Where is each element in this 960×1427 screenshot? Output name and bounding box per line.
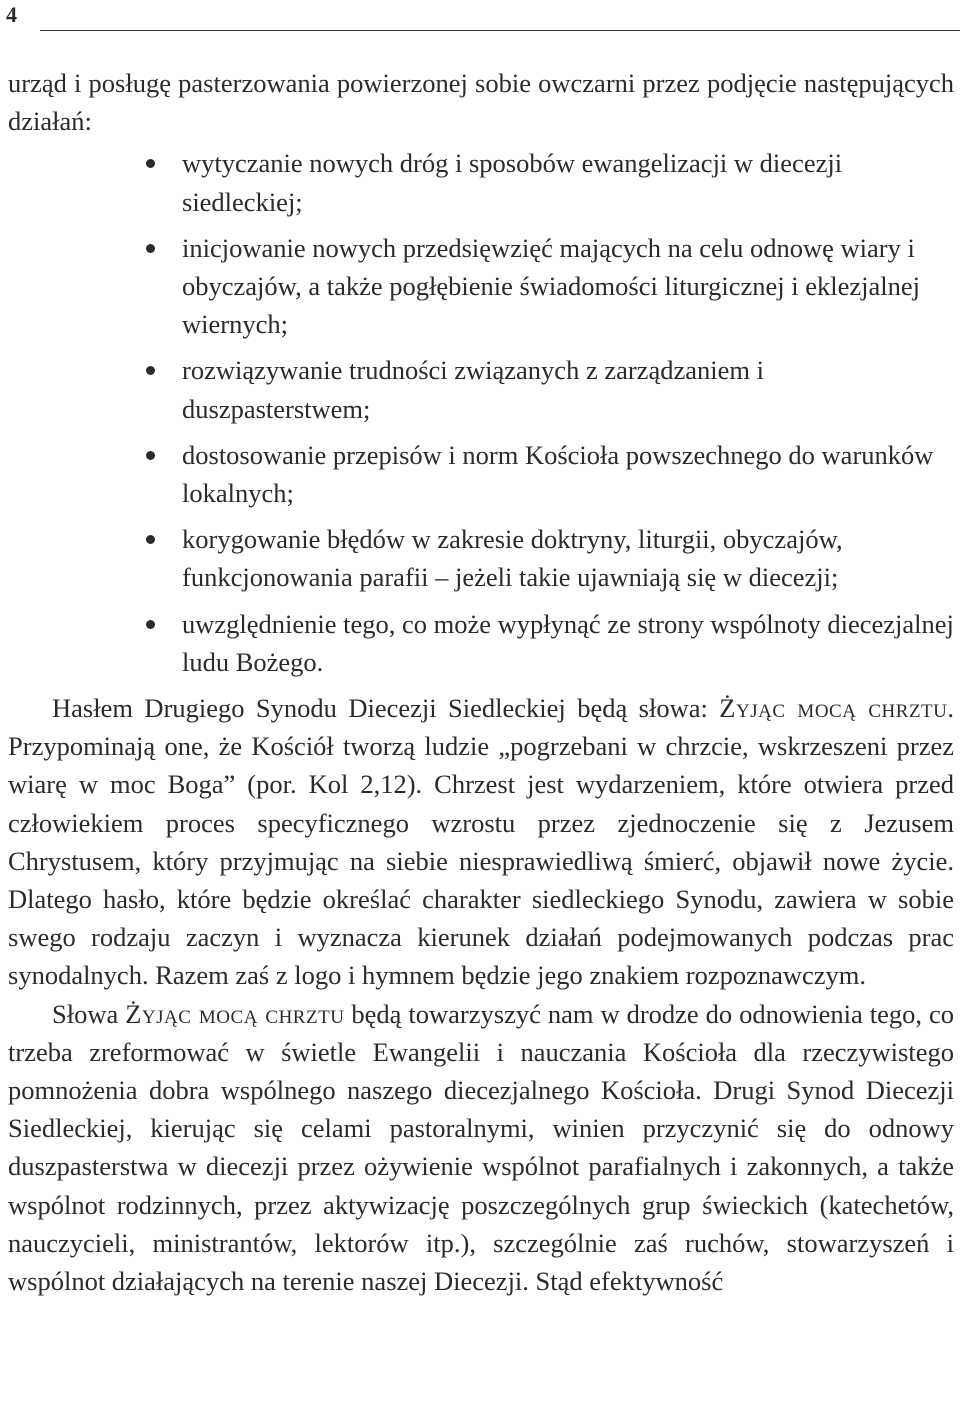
list-item — [182, 436, 954, 512]
bullet-icon — [146, 244, 155, 253]
paragraph-text: Słowa — [52, 998, 126, 1029]
list-item-text: wytyczanie nowych dróg i sposobów ewangelizacji w diecezji siedleckiej; — [182, 148, 843, 217]
list-item — [182, 605, 954, 681]
bullet-icon — [146, 535, 155, 544]
list-item-text: inicjowanie nowych przedsięwzięć mających na celu odnowę wiary i obyczajów, a także pogłębienie świadomości liturgicznej i eklezjalnej wiernych; — [182, 232, 921, 340]
page-number: 4 — [6, 2, 17, 27]
header-rule — [40, 30, 960, 31]
page-header — [0, 0, 960, 40]
intro-paragraph: urząd i posługę pasterzowania powierzonej sobie owczarni przez podjęcie następujących działań: — [8, 68, 954, 137]
paragraph-text: . Przypominają one, że Kościół tworzą ludzie „pogrzebani w chrzcie, wskrzeszeni przez wiarę w moc Boga” (por. Kol 2,12). Chrzest jest wydarzeniem, które otwiera przed człowiekiem proces specyficznego wzrostu przez zjednoczenie się z Jezusem Chrystusem, który przyjmując na siebie niesprawiedliwą śmierć, objawił nowe życie. Dlatego hasło, które będzie określać charakter siedleckiego Synodu, zawiera w sobie swego rodzaju zaczyn i wyznacza kierunek działań podejmowanych podczas prac synodalnych. Razem zaś z logo i hymnem będzie jego znakiem rozpoznawczym. — [8, 693, 954, 991]
list-item — [182, 520, 954, 596]
synod-goals-paragraph — [8, 995, 954, 1301]
bullet-icon — [146, 451, 155, 460]
page-body — [8, 64, 954, 1300]
list-item-text: dostosowanie przepisów i norm Kościoła powszechnego do warunków lokalnych; — [182, 439, 934, 509]
list-item — [182, 351, 954, 427]
list-item-text: rozwiązywanie trudności związanych z zarządzaniem i duszpasterstwem; — [182, 355, 764, 424]
bullet-icon — [146, 620, 155, 629]
paragraph-text: będą towarzyszyć nam w drodze do odnowienia tego, co trzeba zreformować w świetle Ewangelii i nauczania Kościoła dla rzeczywistego pomnożenia dobra wspólnego naszego diecezjalnego Kościoła. Drugi Synod Diecezji Siedleckiej, kierując się celami pastoralnymi, winien przyczynić się do odnowy duszpasterstwa w diecezji przez ożywienie wspólnot parafialnych i zakonnych, a także wspólnot rodzinnych, przez aktywizację poszczególnych grup świeckich (katechetów, nauczycieli, ministrantów, lektorów itp.), szczególnie zaś ruchów, stowarzyszeń i wspólnot działających na terenie naszej Diecezji. Stąd efektywność — [8, 998, 954, 1297]
list-item-text: uwzględnienie tego, co może wypłynąć ze strony wspólnoty diecezjalnej ludu Bożego. — [182, 608, 954, 677]
bullet-icon — [146, 159, 155, 168]
paragraph-text: Hasłem Drugiego Synodu Diecezji Siedleckiej będą słowa: — [52, 693, 720, 724]
motto-text: Żyjąc mocą chrztu — [125, 998, 345, 1029]
list-item — [182, 229, 954, 344]
action-list — [8, 144, 954, 681]
synod-motto-paragraph — [8, 689, 954, 995]
list-item — [182, 144, 954, 220]
motto-text: Żyjąc mocą chrztu — [719, 693, 948, 724]
list-item-text: korygowanie błędów w zakresie doktryny, liturgii, obyczajów, funkcjonowania parafii – jeżeli takie ujawniają się w diecezji; — [182, 524, 843, 593]
bullet-icon — [146, 366, 155, 375]
